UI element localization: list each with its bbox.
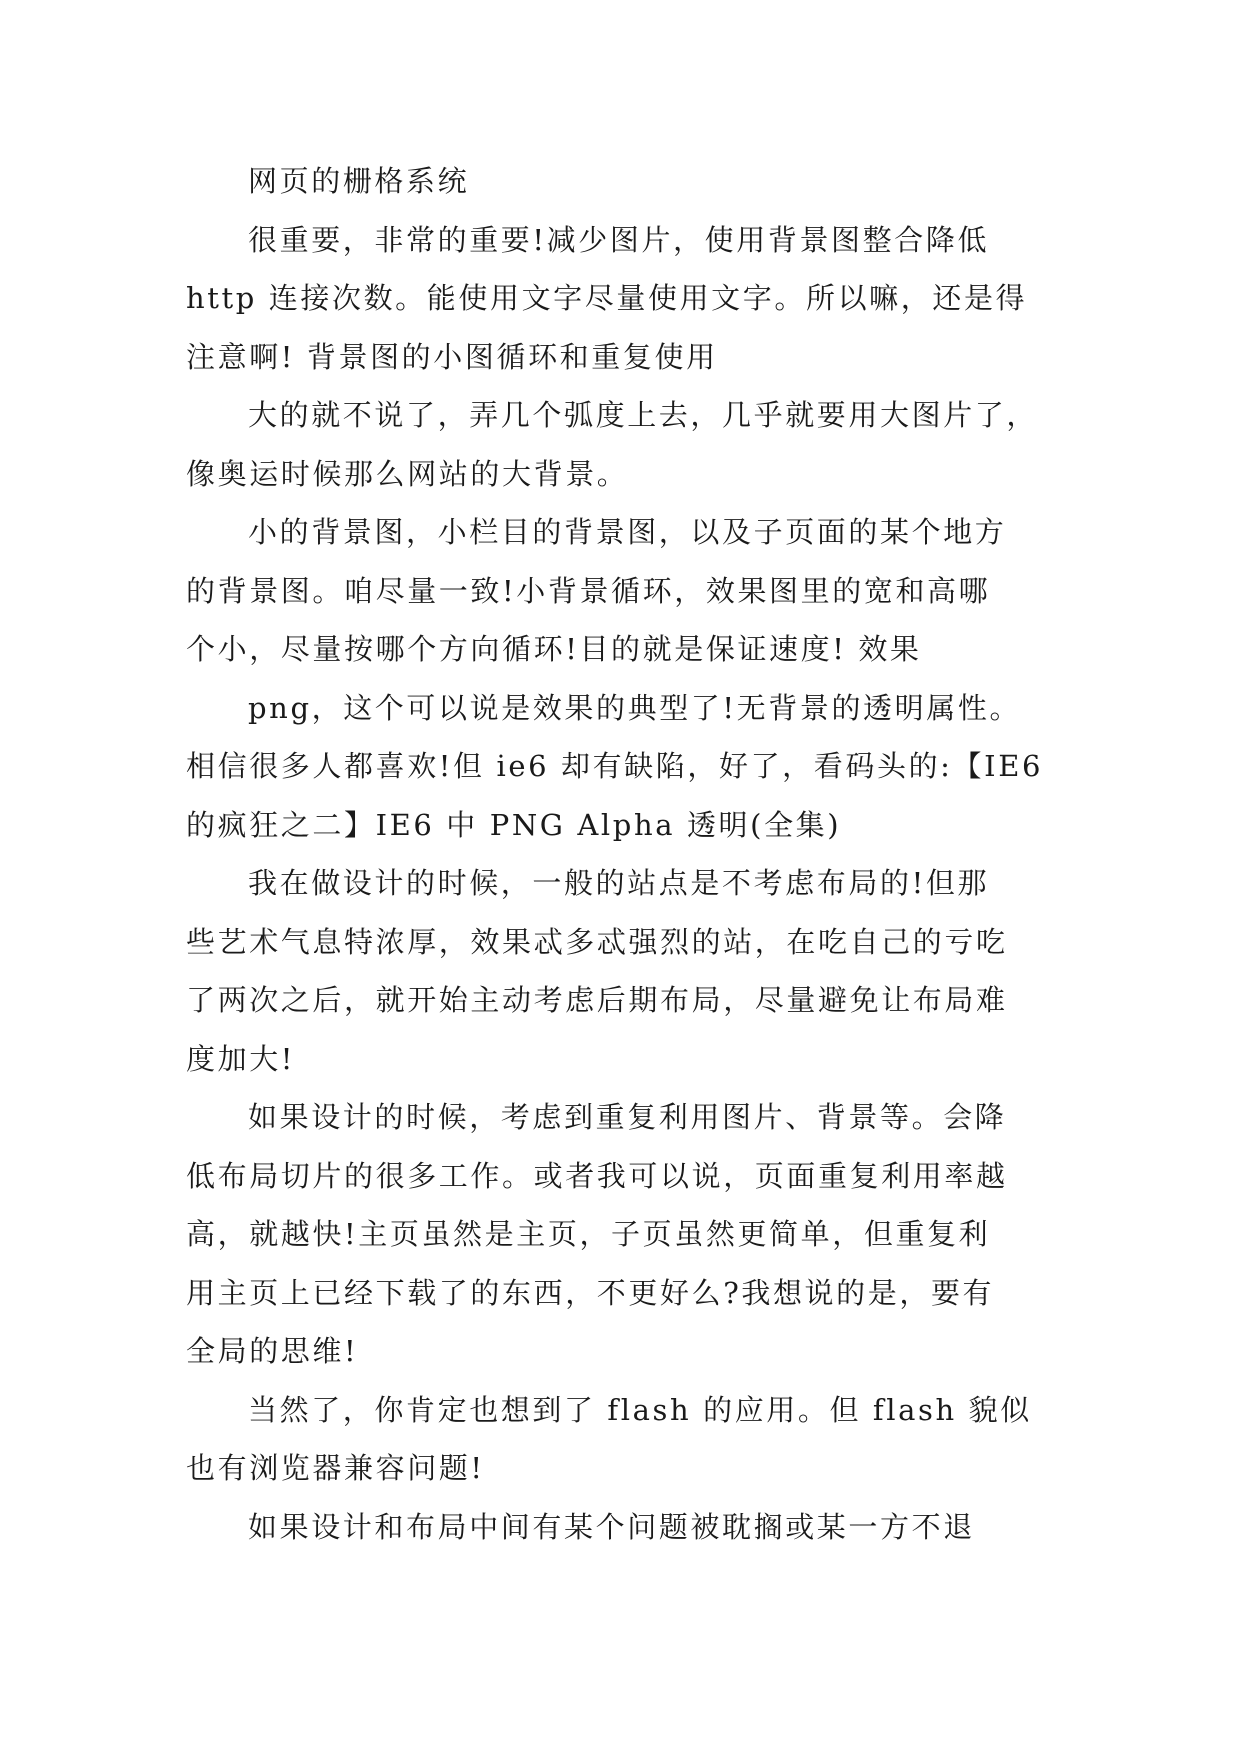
text-line: 很重要，非常的重要!减少图片，使用背景图整合降低 xyxy=(248,222,990,257)
paragraph xyxy=(186,679,1066,855)
text-line: 相信很多人都喜欢!但 ie6 却有缺陷，好了，看码头的:【IE6 xyxy=(186,749,1044,783)
text-line: 像奥运时候那么网站的大背景。 xyxy=(186,456,629,491)
paragraph xyxy=(186,503,1066,679)
text-line: 如果设计的时候，考虑到重复利用图片、背景等。会降 xyxy=(248,1100,1007,1134)
paragraph xyxy=(186,854,1066,1088)
text-line: 些艺术气息特浓厚，效果忒多忒强烈的站，在吃自己的亏吃 xyxy=(186,924,1008,959)
text-line: 我在做设计的时候，一般的站点是不考虑布局的!但那 xyxy=(248,866,990,900)
paragraph xyxy=(186,211,1066,387)
text-line: 当然了，你肯定也想到了 flash 的应用。但 flash 貌似 xyxy=(248,1392,1032,1427)
text-line: 全局的思维! xyxy=(186,1334,359,1368)
document-body xyxy=(186,152,1066,1556)
text-line: 的背景图。咱尽量一致!小背景循环，效果图里的宽和高哪 xyxy=(186,573,991,608)
text-line: 个小，尽量按哪个方向循环!目的就是保证速度! 效果 xyxy=(186,632,922,666)
paragraph xyxy=(186,386,1066,503)
text-line: 小的背景图，小栏目的背景图，以及子页面的某个地方 xyxy=(248,515,1007,549)
text-line: 的疯狂之二】IE6 中 PNG Alpha 透明(全集) xyxy=(186,807,842,842)
text-line: 低布局切片的很多工作。或者我可以说，页面重复利用率越 xyxy=(186,1158,1008,1193)
text-line: 了两次之后，就开始主动考虑后期布局，尽量避免让布局难 xyxy=(186,983,1008,1017)
text-line: 也有浏览器兼容问题! xyxy=(186,1451,485,1485)
text-line: http 连接次数。能使用文字尽量使用文字。所以嘛，还是得 xyxy=(186,281,1028,315)
paragraph-title xyxy=(186,152,1066,211)
text-line: 如果设计和布局中间有某个问题被耽搁或某一方不退 xyxy=(248,1509,975,1544)
text-line: 注意啊! 背景图的小图循环和重复使用 xyxy=(186,339,718,374)
paragraph xyxy=(186,1088,1066,1381)
text-line: 用主页上已经下载了的东西，不更好么?我想说的是，要有 xyxy=(186,1275,995,1310)
paragraph xyxy=(186,1498,1066,1557)
text-line: png，这个可以说是效果的典型了!无背景的透明属性。 xyxy=(248,690,1022,725)
text-line: 大的就不说了，弄几个弧度上去，几乎就要用大图片了， xyxy=(248,398,1039,432)
text-line: 度加大! xyxy=(186,1041,296,1076)
text-line: 网页的栅格系统 xyxy=(248,164,470,198)
paragraph xyxy=(186,1381,1066,1498)
text-line: 高，就越快!主页虽然是主页，子页虽然更简单，但重复利 xyxy=(186,1217,991,1251)
